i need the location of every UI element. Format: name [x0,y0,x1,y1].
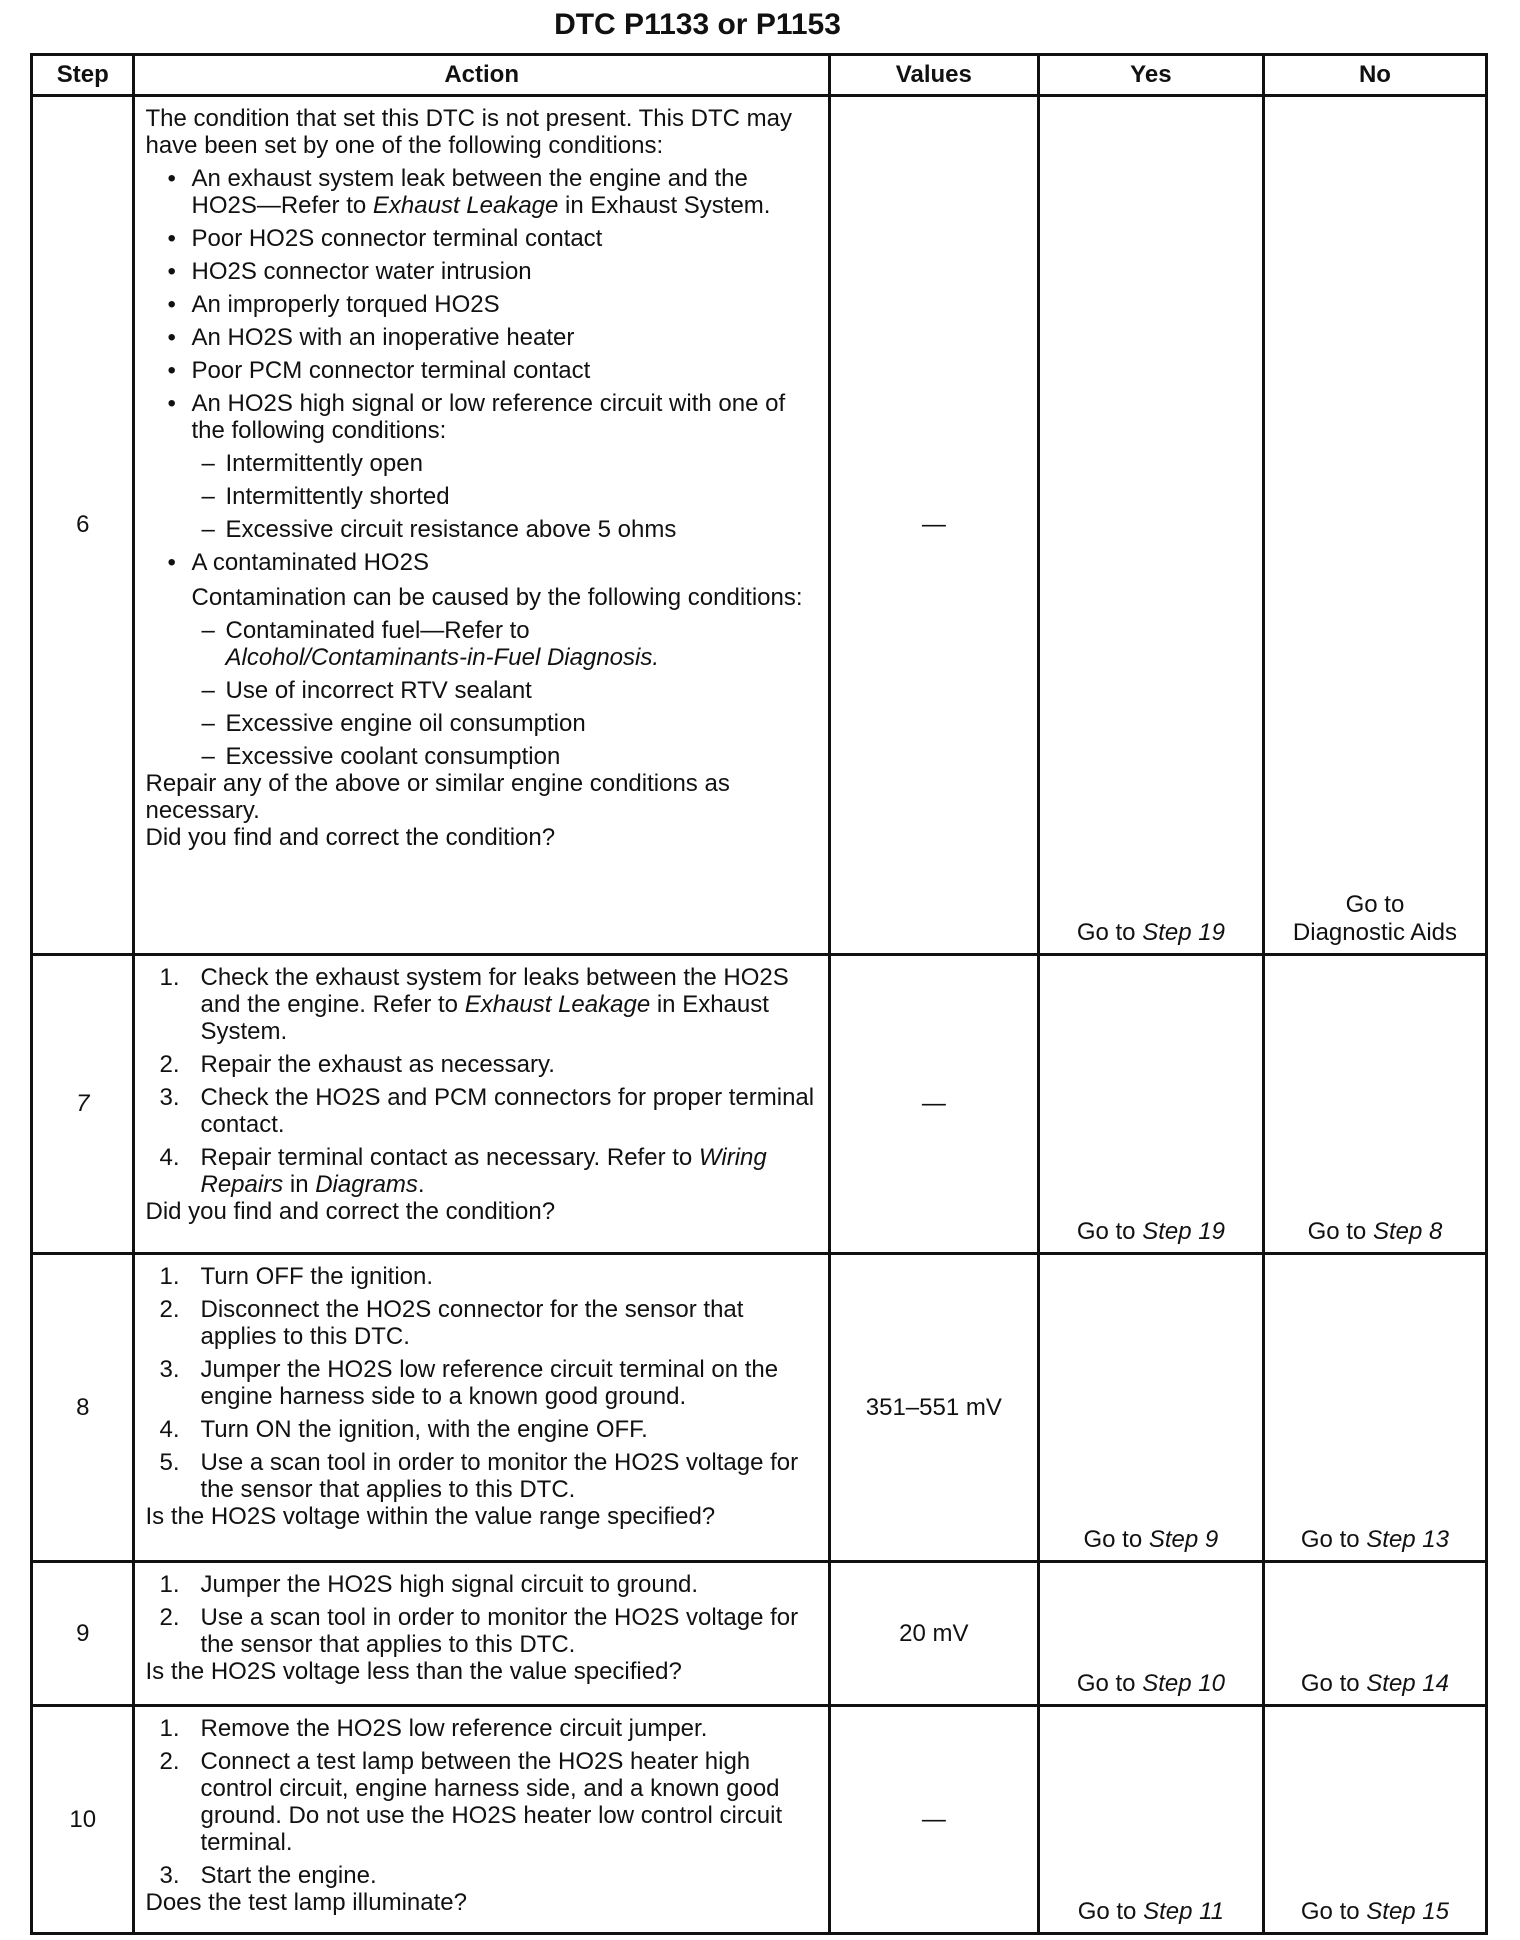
list-item: 4. Repair terminal contact as necessary. Refer to Wiring Repairs in Diagrams. [159,1144,767,1198]
list-subitem: – Intermittently shorted [201,483,450,510]
list-item: 3. Check the HO2S and PCM connectors for proper terminal contact. [159,1084,815,1138]
contamination-note: Contamination can be caused by the following conditions: [191,584,803,611]
action-cell [134,1706,829,1934]
list-item: 1. Turn OFF the ignition. [159,1263,434,1290]
no-cell: Go to Step 15 [1263,1706,1486,1934]
diagnostic-table [30,53,1488,1935]
list-subitem: – Contaminated fuel—Refer to Alcohol/Contaminants-in-Fuel Diagnosis. [201,617,660,671]
header-no: No [1263,55,1486,96]
table-row [32,1706,1487,1934]
action-cell [134,1562,829,1706]
list-item: • HO2S connector water intrusion [167,258,532,285]
step-number: 6 [32,96,134,955]
step-number: 9 [32,1562,134,1706]
action-cell [134,955,829,1254]
list-item: 1. Jumper the HO2S high signal circuit to ground. [159,1571,699,1598]
yes-cell: Go to Step 11 [1038,1706,1263,1934]
action-cell [134,96,829,955]
no-cell: Go to Step 14 [1263,1562,1486,1706]
table-row [32,96,1487,955]
header-values: Values [829,55,1038,96]
table-row [32,1254,1487,1562]
list-item: 4. Turn ON the ignition, with the engine OFF. [159,1416,648,1443]
no-cell: Go to Diagnostic Aids [1263,96,1486,955]
yes-cell: Go to Step 19 [1038,955,1263,1254]
list-item: • Poor PCM connector terminal contact [167,357,591,384]
list-subitem: – Intermittently open [201,450,423,477]
list-subitem: – Excessive engine oil consumption [201,710,586,737]
list-subitem: – Excessive coolant consumption [201,743,561,770]
action-question: Did you find and correct the condition? [145,1198,556,1225]
values-cell: — [829,1706,1038,1934]
list-item: • An HO2S with an inoperative heater [167,324,575,351]
no-cell: Go to Step 13 [1263,1254,1486,1562]
list-item: 3. Jumper the HO2S low reference circuit terminal on the engine harness side to a known good ground. [159,1356,779,1410]
step-number: 7 [32,955,134,1254]
step-number: 10 [32,1706,134,1934]
values-cell: — [829,96,1038,955]
header-row [32,55,1487,96]
values-cell: 351–551 mV [829,1254,1038,1562]
page-title: DTC P1133 or P1153 [554,8,841,41]
yes-cell: Go to Step 19 [1038,96,1263,955]
list-item: 2. Use a scan tool in order to monitor the HO2S voltage for the sensor that applies to this DTC. [159,1604,799,1658]
list-item: • An improperly torqued HO2S [167,291,500,318]
repair-instruction: Repair any of the above or similar engine conditions as necessary. [145,770,730,824]
list-item: 2. Repair the exhaust as necessary. [159,1051,555,1078]
action-question: Is the HO2S voltage less than the value specified? [145,1658,682,1685]
list-item: 2. Disconnect the HO2S connector for the sensor that applies to this DTC. [159,1296,744,1350]
header-action: Action [134,55,829,96]
header-yes: Yes [1038,55,1263,96]
values-cell: 20 mV [829,1562,1038,1706]
list-subitem: – Use of incorrect RTV sealant [201,677,532,704]
action-intro: The condition that set this DTC is not present. This DTC may have been set by one of the following conditions: [145,105,792,159]
list-item: 3. Start the engine. [159,1862,377,1889]
list-item: • An HO2S high signal or low reference circuit with one of the following conditions: [167,390,786,444]
list-item: 1. Remove the HO2S low reference circuit jumper. [159,1715,708,1742]
header-step: Step [32,55,134,96]
yes-cell: Go to Step 9 [1038,1254,1263,1562]
step-number: 8 [32,1254,134,1562]
list-item: 5. Use a scan tool in order to monitor the HO2S voltage for the sensor that applies to this DTC. [159,1449,799,1503]
list-item: • Poor HO2S connector terminal contact [167,225,603,252]
yes-cell: Go to Step 10 [1038,1562,1263,1706]
action-cell [134,1254,829,1562]
action-question: Does the test lamp illuminate? [145,1889,467,1916]
list-subitem: – Excessive circuit resistance above 5 ohms [201,516,677,543]
table-row [32,1562,1487,1706]
list-item: • A contaminated HO2S [167,549,429,576]
list-item: • An exhaust system leak between the engine and the HO2S—Refer to Exhaust Leakage in Exhaust System. [167,165,771,219]
action-question: Is the HO2S voltage within the value range specified? [145,1503,716,1530]
list-item: 2. Connect a test lamp between the HO2S heater high control circuit, engine harness side, and a known good ground. Do not use the HO2S heater low control circuit terminal. [159,1748,783,1856]
table-row [32,955,1487,1254]
values-cell: — [829,955,1038,1254]
action-question: Did you find and correct the condition? [145,824,556,851]
no-cell: Go to Step 8 [1263,955,1486,1254]
list-item: 1. Check the exhaust system for leaks between the HO2S and the engine. Refer to Exhaust Leakage in Exhaust System. [159,964,789,1045]
